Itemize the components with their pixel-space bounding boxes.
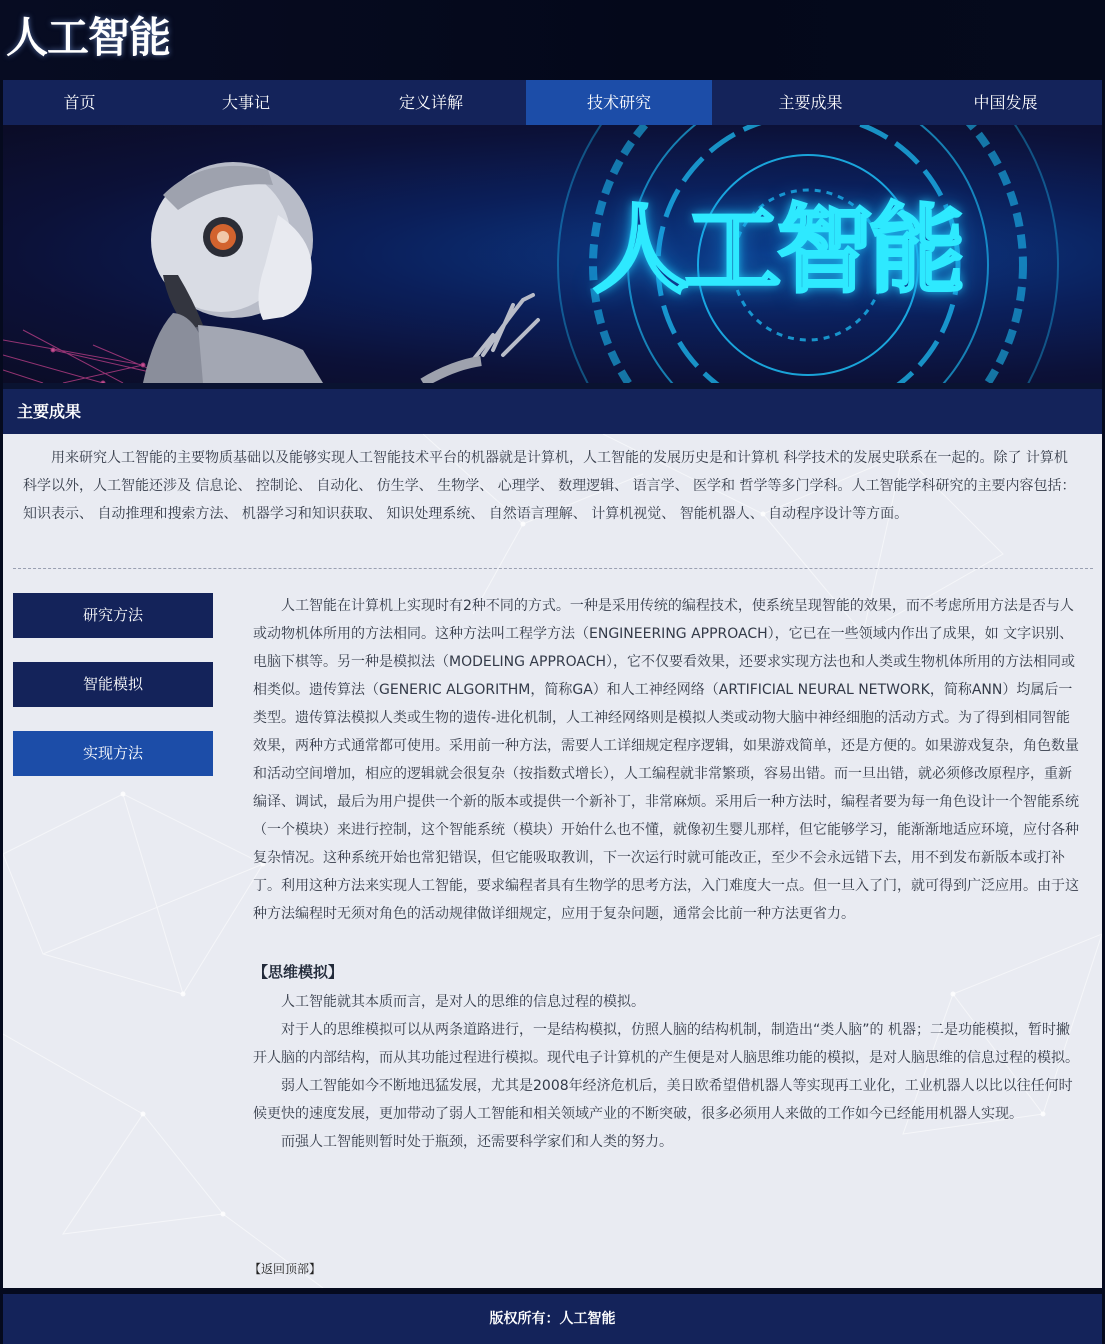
sidebar-item-research-methods[interactable]: 研究方法	[13, 593, 213, 638]
logo-text: 人工智能	[6, 13, 171, 62]
back-to-top-link[interactable]: 【返回顶部】	[249, 1262, 322, 1276]
banner-title: 人工智能	[593, 194, 961, 306]
site-logo[interactable]	[6, 8, 170, 70]
nav-item-definition[interactable]: 定义详解	[398, 93, 463, 112]
site-footer	[3, 1294, 1102, 1344]
nav-item-china[interactable]: 中国发展	[973, 93, 1038, 112]
section-title: 主要成果	[17, 402, 82, 421]
dashed-divider	[13, 568, 1093, 569]
nav-item-events[interactable]: 大事记	[221, 93, 270, 112]
intro-paragraph: 用来研究人工智能的主要物质基础以及能够实现人工智能技术平台的机器就是计算机，人工智能的发展历史是和计算机 科学技术的发展史联系在一起的。除了 计算机科学以外，人工智能还涉及 信息论、 控制论、 自动化、 仿生学、 生物学、 心理学、 数理逻辑、 语言学、 医学和 哲学等多门学科。人工智能学科研究的主要内容包括： 知识表示、 自动推理和搜索方法、 机器学习和知识获取、 知识处理系统、 自然语言理解、 计算机视觉、 智能机器人、 自动程序设计等方面。	[23, 450, 1076, 522]
sidebar-item-implementation[interactable]: 实现方法	[13, 731, 213, 776]
section-header	[3, 389, 1102, 434]
article-paragraph: 对于人的思维模拟可以从两条道路进行，一是结构模拟，仿照人脑的结构机制，制造出“类人脑”的 机器；二是功能模拟，暂时撇开人脑的内部结构，而从其功能过程进行模拟。现代电子计算机的产生便是对人脑思维功能的模拟，是对人脑思维的信息过程的模拟。	[253, 1022, 1079, 1066]
main-nav	[3, 80, 1102, 125]
article-paragraph: 人工智能在计算机上实现时有2种不同的方式。一种是采用传统的编程技术，使系统呈现智能的效果，而不考虑所用方法是否与人或动物机体所用的方法相同。这种方法叫工程学方法（ENGINEERING APPROACH），它已在一些领域内作出了成果，如 文字识别、电脑下棋等。另一种是模拟法（MODELING APPROACH），它不仅要看效果，还要求实现方法也和人类或生物机体所用的方法相同或相类似。遗传算法（GENERIC ALGORITHM，简称GA）和人工神经网络（ARTIFICIAL NEURAL NETWORK，简称ANN）均属后一类型。遗传算法模拟人类或生物的遗传-进化机制，人工神经网络则是模拟人类或动物大脑中神经细胞的活动方式。为了得到相同智能效果，两种方式通常都可使用。采用前一种方法，需要人工详细规定程序逻辑，如果游戏简单，还是方便的。如果游戏复杂，角色数量和活动空间增加，相应的逻辑就会很复杂（按指数式增长），人工编程就非常繁琐，容易出错。而一旦出错，就必须修改原程序，重新编译、调试，最后为用户提供一个新的版本或提供一个新补丁，非常麻烦。采用后一种方法时，编程者要为每一角色设计一个智能系统（一个模块）来进行控制，这个智能系统（模块）开始什么也不懂，就像初生婴儿那样，但它能够学习，能渐渐地适应环境，应付各种复杂情况。这种系统开始也常犯错误，但它能吸取教训，下一次运行时就可能改正，至少不会永远错下去，用不到发布新版本或打补丁。利用这种方法来实现人工智能，要求编程者具有生物学的思考方法，入门难度大一点。但一旦入了门，就可得到广泛应用。由于这种方法编程时无须对角色的活动规律做详细规定，应用于复杂问题，通常会比前一种方法更省力。	[253, 598, 1079, 922]
hero-banner	[3, 125, 1102, 383]
nav-item-research[interactable]: 技术研究	[526, 80, 712, 125]
article-subheading: 【思维模拟】	[253, 963, 344, 981]
robot-illustration	[143, 162, 538, 383]
sidebar-item-intelligent-simulation[interactable]: 智能模拟	[13, 662, 213, 707]
nav-item-home[interactable]: 首页	[63, 93, 96, 112]
article-paragraph: 弱人工智能如今不断地迅猛发展，尤其是2008年经济危机后，美日欧希望借机器人等实现再工业化，工业机器人以比以往任何时候更快的速度发展，更加带动了弱人工智能和相关领域产业的不断突破，很多必须用人来做的工作如今已经能用机器人实现。	[253, 1078, 1073, 1122]
main-article	[253, 592, 1081, 1156]
copyright-text: 版权所有：人工智能	[489, 1311, 616, 1327]
article-paragraph: 而强人工智能则暂时处于瓶颈，还需要科学家们和人类的努力。	[281, 1134, 673, 1150]
site-header	[0, 0, 1105, 80]
content-panel	[3, 434, 1102, 1288]
nav-item-achievements[interactable]: 主要成果	[778, 93, 843, 112]
article-paragraph: 人工智能就其本质而言，是对人的思维的信息过程的模拟。	[281, 994, 645, 1010]
